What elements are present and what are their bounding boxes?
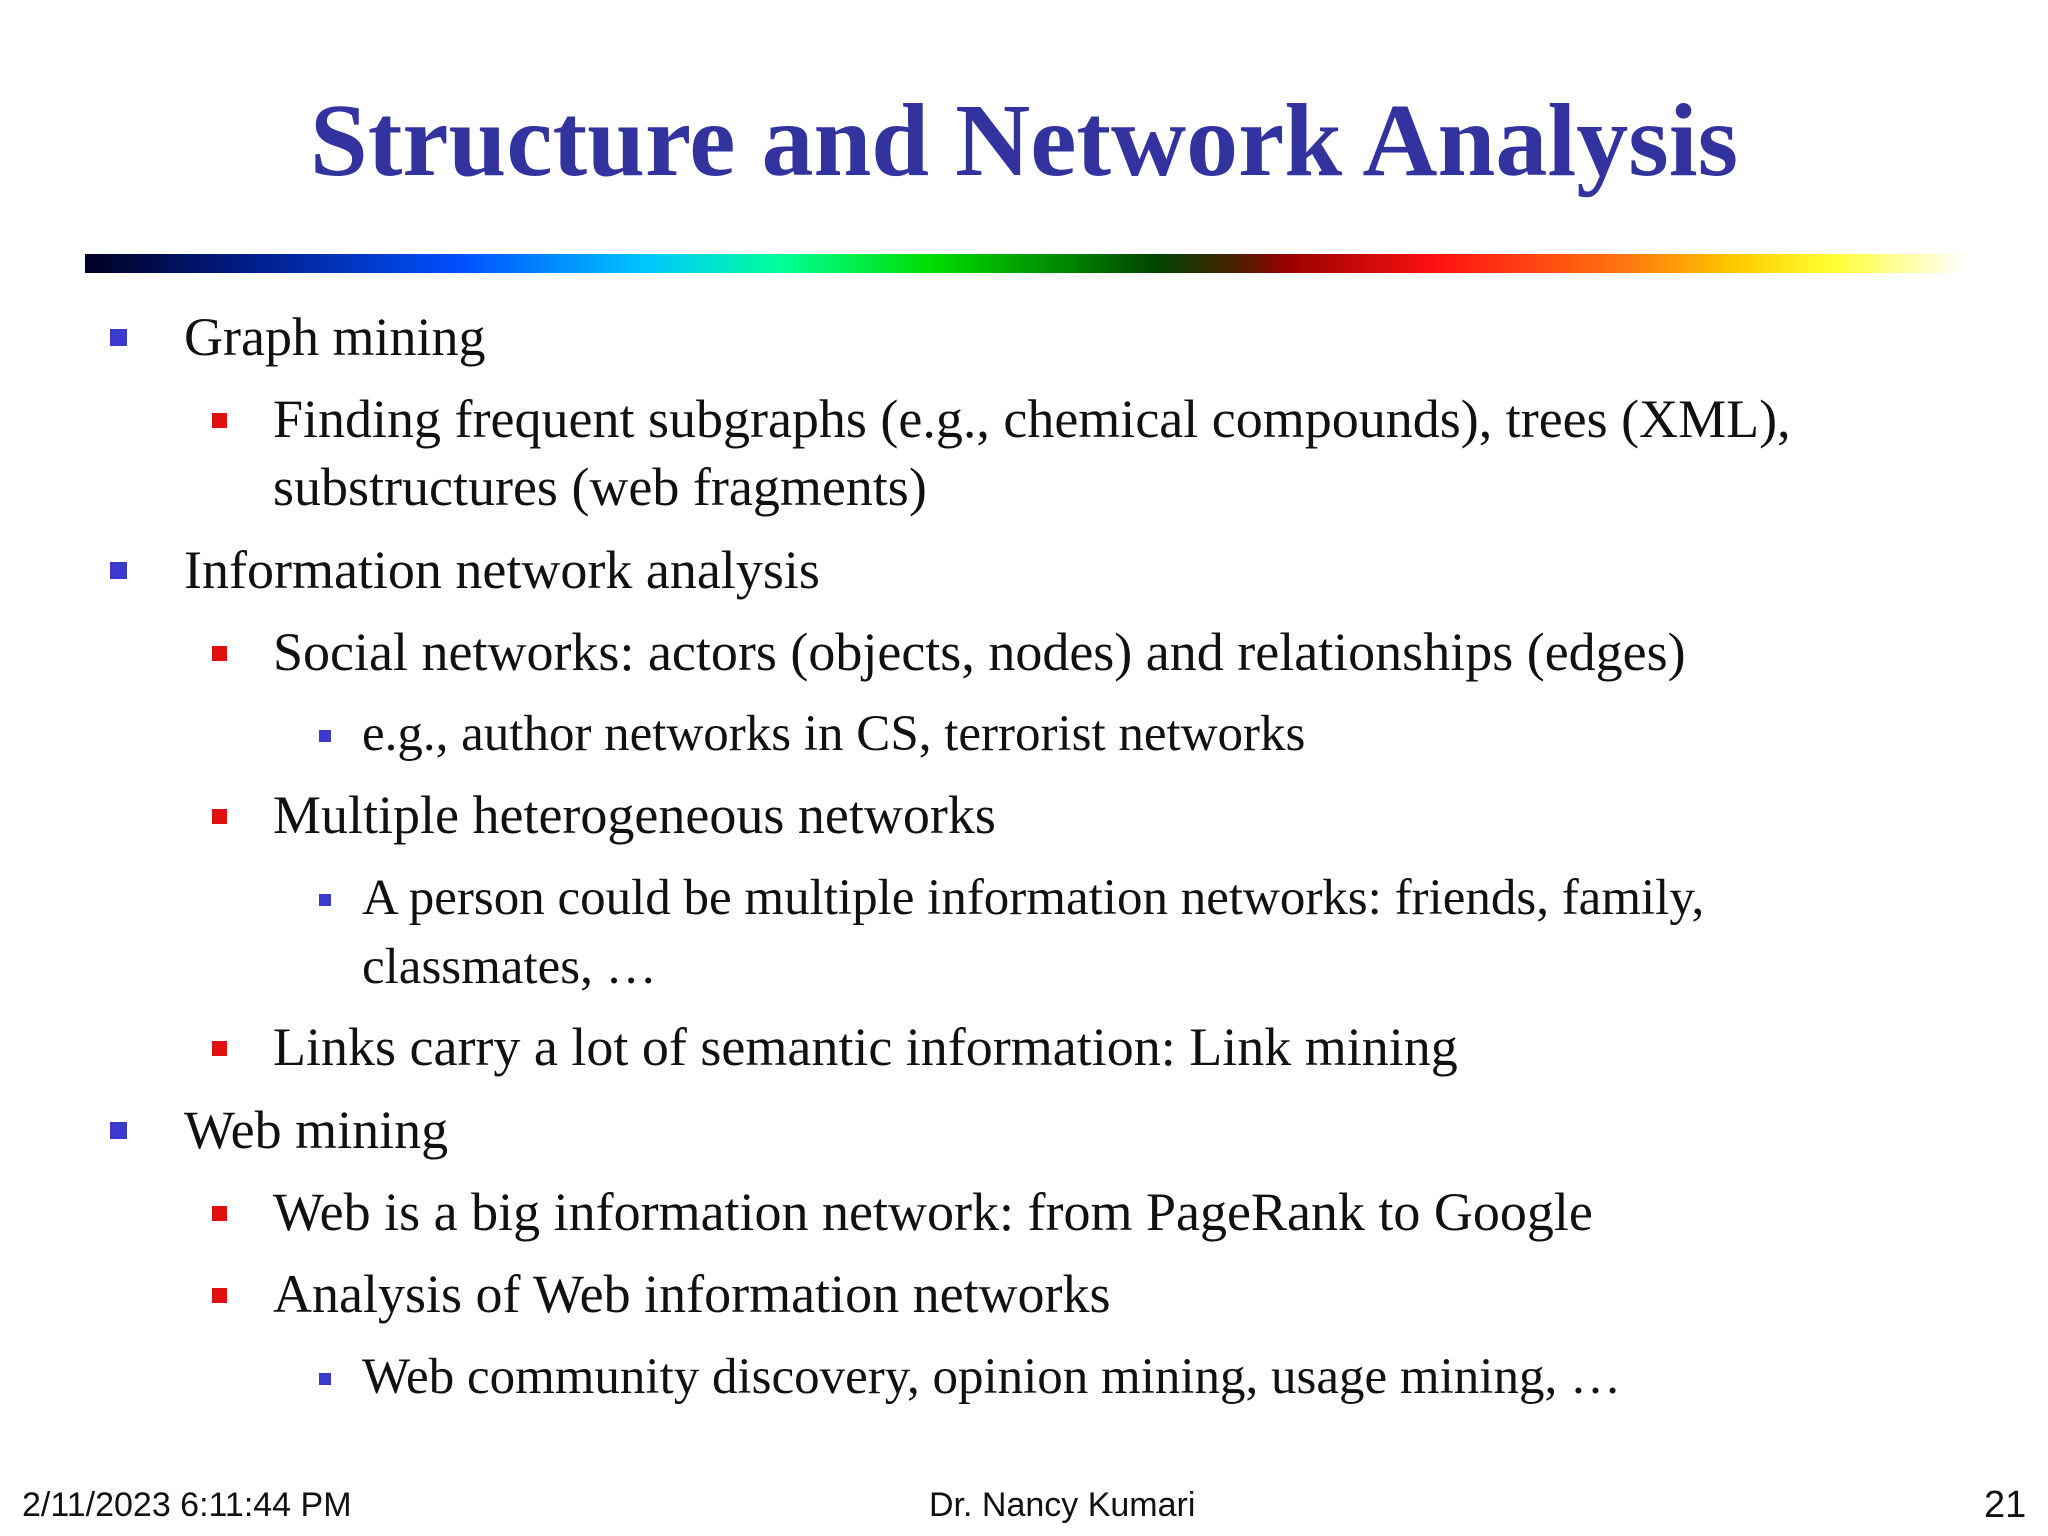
square-bullet-icon (319, 730, 331, 742)
bullet-item-continuation (273, 453, 927, 521)
bullet-item (362, 863, 1704, 933)
bullet-text: Information network analysis (184, 540, 820, 600)
bullet-item (273, 385, 1791, 453)
bullet-text: Multiple heterogeneous networks (273, 785, 996, 845)
bullet-text: Graph mining (184, 307, 486, 367)
square-bullet-icon (212, 1206, 227, 1221)
square-bullet-icon (110, 562, 127, 579)
square-bullet-icon (110, 1122, 127, 1139)
bullet-item (273, 781, 996, 849)
square-bullet-icon (319, 1373, 331, 1385)
square-bullet-icon (212, 809, 227, 824)
bullet-item (273, 1178, 1593, 1246)
bullet-text: e.g., author networks in CS, terrorist networks (362, 706, 1306, 762)
bullet-item (362, 699, 1305, 769)
bullet-text: Links carry a lot of semantic information: Link mining (273, 1017, 1458, 1077)
bullet-item (273, 618, 1686, 686)
page-number: 21 (1984, 1484, 2027, 1526)
bullet-text: A person could be multiple information networks: friends, family, (362, 870, 1705, 926)
bullet-text: Social networks: actors (objects, nodes) and relationships (edges) (273, 622, 1686, 682)
bullet-text: Web is a big information network: from PageRank to Google (273, 1182, 1593, 1242)
bullet-text: Finding frequent subgraphs (e.g., chemical compounds), trees (XML), (273, 389, 1791, 449)
bullet-item (184, 535, 820, 605)
square-bullet-icon (212, 1288, 227, 1303)
bullet-text: Analysis of Web information networks (273, 1264, 1111, 1324)
footer-date: 2/11/2023 6:11:44 PM (22, 1486, 352, 1524)
bullet-item (184, 302, 485, 372)
bullet-text: Web mining (184, 1100, 449, 1160)
bullet-item (184, 1095, 448, 1165)
square-bullet-icon (212, 413, 227, 428)
bullet-item-continuation (362, 932, 657, 1002)
square-bullet-icon (110, 329, 127, 346)
slide-title: Structure and Network Analysis (309, 83, 1739, 198)
bullet-text: classmates, … (362, 939, 657, 995)
bullet-item (273, 1260, 1111, 1328)
square-bullet-icon (212, 1041, 227, 1056)
square-bullet-icon (212, 646, 227, 661)
bullet-text: substructures (web fragments) (273, 457, 927, 517)
square-bullet-icon (319, 894, 331, 906)
bullet-text: Web community discovery, opinion mining, usage mining, … (362, 1349, 1621, 1405)
bullet-item (273, 1013, 1458, 1081)
footer-author: Dr. Nancy Kumari (929, 1486, 1196, 1524)
bullet-item (362, 1342, 1621, 1412)
